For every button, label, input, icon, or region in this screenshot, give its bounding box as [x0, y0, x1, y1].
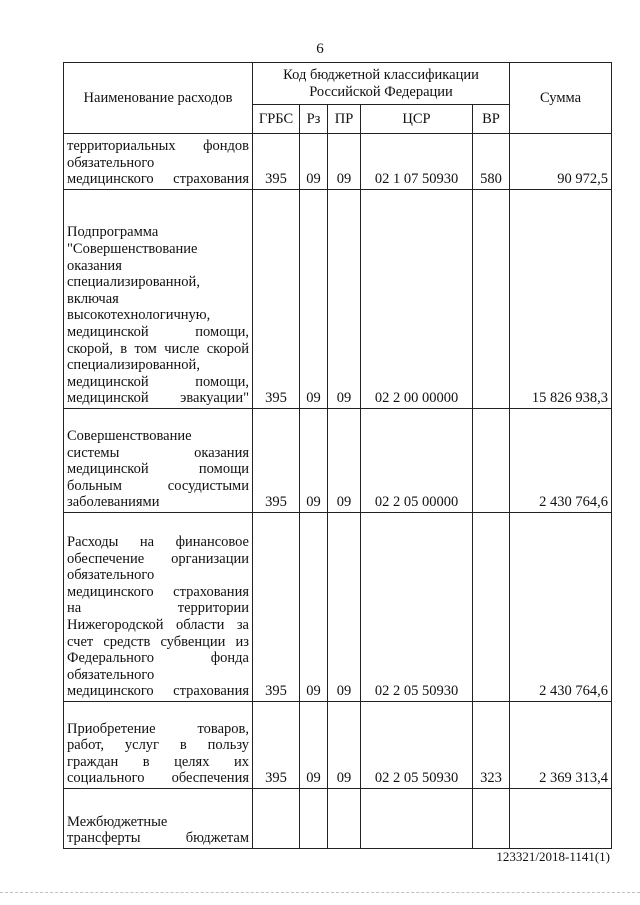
row-name-line: скорой, в том числе скорой — [67, 340, 249, 357]
row-name-line: Приобретение товаров, — [67, 720, 249, 737]
row-name-line: Нижегородской области за — [67, 617, 249, 634]
row-name — [64, 134, 253, 190]
header-name: Наименование расходов — [64, 63, 253, 134]
row-name-line: больным сосудистыми — [67, 477, 249, 494]
row-name-line: медицинской помощи — [67, 461, 249, 478]
row-grbs: 395 — [253, 513, 300, 702]
row-sum: 2 430 764,6 — [510, 513, 612, 702]
row-vr — [473, 513, 510, 702]
row-csr — [361, 789, 473, 849]
header-code-group: Код бюджетной классификации Российской Федерации — [253, 63, 510, 105]
row-name-line: медицинской помощи, — [67, 373, 249, 390]
row-name-line: медицинского страхования — [67, 583, 249, 600]
table-row — [64, 409, 612, 513]
row-pr: 09 — [328, 702, 361, 789]
row-name-line: системы оказания — [67, 444, 249, 461]
row-csr: 02 2 05 50930 — [361, 513, 473, 702]
row-csr: 02 2 00 00000 — [361, 190, 473, 409]
row-name-line: медицинского страхования — [67, 171, 249, 188]
row-name — [64, 513, 253, 702]
row-name-line: медицинской помощи, — [67, 324, 249, 341]
row-vr: 323 — [473, 702, 510, 789]
row-name-line: "Совершенствование — [67, 241, 198, 258]
row-name-line: обязательного — [67, 567, 155, 584]
header-pr: ПР — [328, 105, 361, 134]
document-registration-code: 123321/2018-1141(1) — [496, 849, 610, 864]
row-rz: 09 — [300, 409, 328, 513]
header-csr: ЦСР — [361, 105, 473, 134]
row-name-line: специализированной, — [67, 357, 200, 374]
row-name-line: социального обеспечения — [67, 770, 249, 787]
row-sum: 2 369 313,4 — [510, 702, 612, 789]
scan-edge-divider — [0, 892, 640, 893]
row-csr: 02 2 05 50930 — [361, 702, 473, 789]
header-rz: Рз — [300, 105, 328, 134]
row-vr — [473, 190, 510, 409]
row-name — [64, 409, 253, 513]
row-rz: 09 — [300, 134, 328, 190]
row-vr: 580 — [473, 134, 510, 190]
row-grbs: 395 — [253, 702, 300, 789]
row-rz: 09 — [300, 513, 328, 702]
row-csr: 02 1 07 50930 — [361, 134, 473, 190]
row-sum: 15 826 938,3 — [510, 190, 612, 409]
table-row — [64, 190, 612, 409]
row-pr: 09 — [328, 409, 361, 513]
row-sum: 2 430 764,6 — [510, 409, 612, 513]
row-grbs: 395 — [253, 190, 300, 409]
row-grbs: 395 — [253, 134, 300, 190]
header-sum: Сумма — [510, 63, 612, 134]
row-sum: 90 972,5 — [510, 134, 612, 190]
row-name-line: обеспечение организации — [67, 550, 249, 567]
row-name-line: включая — [67, 290, 119, 307]
row-name-line: высокотехнологичную, — [67, 307, 211, 324]
row-name-line: обязательного — [67, 154, 155, 171]
row-name-line: оказания — [67, 257, 122, 274]
row-name-line: трансферты бюджетам — [67, 830, 249, 847]
row-name-line: на территории — [67, 600, 249, 617]
row-name-line: заболеваниями — [67, 494, 160, 511]
row-pr: 09 — [328, 190, 361, 409]
row-pr: 09 — [328, 513, 361, 702]
table-row — [64, 513, 612, 702]
row-name-line: Расходы на финансовое — [67, 534, 249, 551]
row-name-line: Подпрограмма — [67, 224, 159, 241]
row-grbs — [253, 789, 300, 849]
row-name-line: счет средств субвенции из — [67, 633, 249, 650]
row-name-line: территориальных фондов — [67, 138, 249, 155]
row-csr: 02 2 05 00000 — [361, 409, 473, 513]
row-name-line: работ, услуг в пользу — [67, 737, 249, 754]
row-vr — [473, 409, 510, 513]
table-body — [64, 134, 612, 849]
row-grbs: 395 — [253, 409, 300, 513]
row-pr: 09 — [328, 134, 361, 190]
row-pr — [328, 789, 361, 849]
row-name — [64, 789, 253, 849]
row-rz — [300, 789, 328, 849]
row-name-line: Федерального фонда — [67, 650, 249, 667]
table-row — [64, 789, 612, 849]
row-rz: 09 — [300, 190, 328, 409]
row-name — [64, 190, 253, 409]
row-name-line: граждан в целях их — [67, 753, 249, 770]
header-vr: ВР — [473, 105, 510, 134]
table-row — [64, 702, 612, 789]
page-number: 6 — [316, 41, 324, 57]
row-rz: 09 — [300, 702, 328, 789]
row-name-line: Совершенствование — [67, 428, 192, 445]
row-name — [64, 702, 253, 789]
row-name-line: медицинской эвакуации" — [67, 390, 249, 407]
header-grbs: ГРБС — [253, 105, 300, 134]
budget-table — [63, 62, 612, 849]
row-name-line: обязательного — [67, 666, 155, 683]
row-name-line: Межбюджетные — [67, 813, 168, 830]
row-sum — [510, 789, 612, 849]
row-name-line: медицинского страхования — [67, 683, 249, 700]
row-name-line: специализированной, — [67, 274, 200, 291]
table-row — [64, 134, 612, 190]
row-vr — [473, 789, 510, 849]
